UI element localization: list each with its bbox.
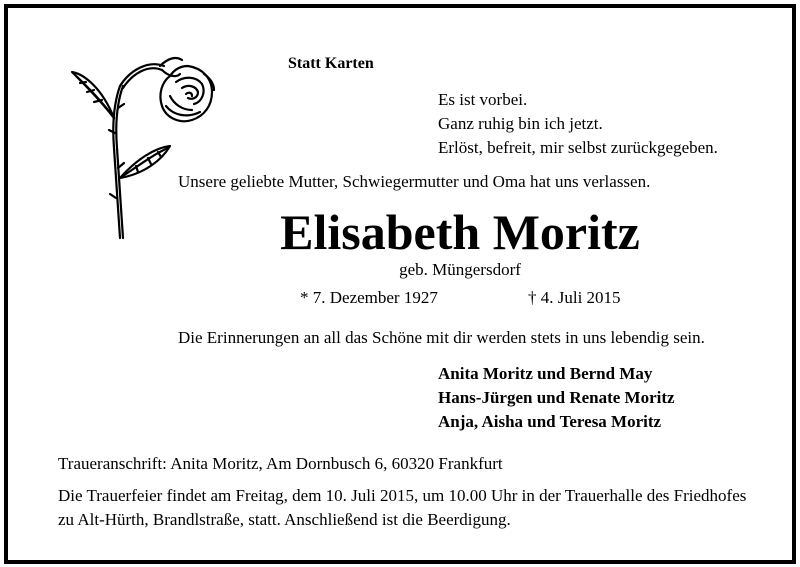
poem-line: Ganz ruhig bin ich jetzt.	[438, 114, 603, 133]
ceremony-text: Die Trauerfeier findet am Freitag, dem 10. Juli 2015, um 10.00 Uhr in der Trauerhalle des Friedhofes zu Alt-Hürth, Brandlstraße, statt. Anschließend ist die Beerdigung.	[58, 486, 747, 529]
maiden-name: geb. Müngersdorf	[399, 260, 521, 279]
poem-line: Es ist vorbei.	[438, 90, 528, 109]
deceased-name: Elisabeth Moritz	[280, 204, 640, 260]
family-list	[438, 362, 675, 434]
family-member: Hans-Jürgen und Renate Moritz	[438, 388, 675, 407]
family-member: Anita Moritz und Bernd May	[438, 364, 653, 383]
memories-text: Die Erinnerungen an all das Schöne mit dir werden stets in uns lebendig sein.	[178, 328, 705, 347]
poem-line: Erlöst, befreit, mir selbst zurückgegeben.	[438, 138, 718, 157]
birth-date: * 7. Dezember 1927	[300, 288, 438, 307]
intro-text: Unsere geliebte Mutter, Schwiegermutter und Oma hat uns verlassen.	[178, 172, 651, 191]
death-date: † 4. Juli 2015	[528, 288, 621, 307]
obituary-notice	[4, 4, 796, 564]
poem	[438, 88, 718, 160]
family-member: Anja, Aisha und Teresa Moritz	[438, 412, 662, 431]
mourning-address: Traueranschrift: Anita Moritz, Am Dornbusch 6, 60320 Frankfurt	[58, 454, 503, 473]
header-label: Statt Karten	[288, 55, 374, 72]
